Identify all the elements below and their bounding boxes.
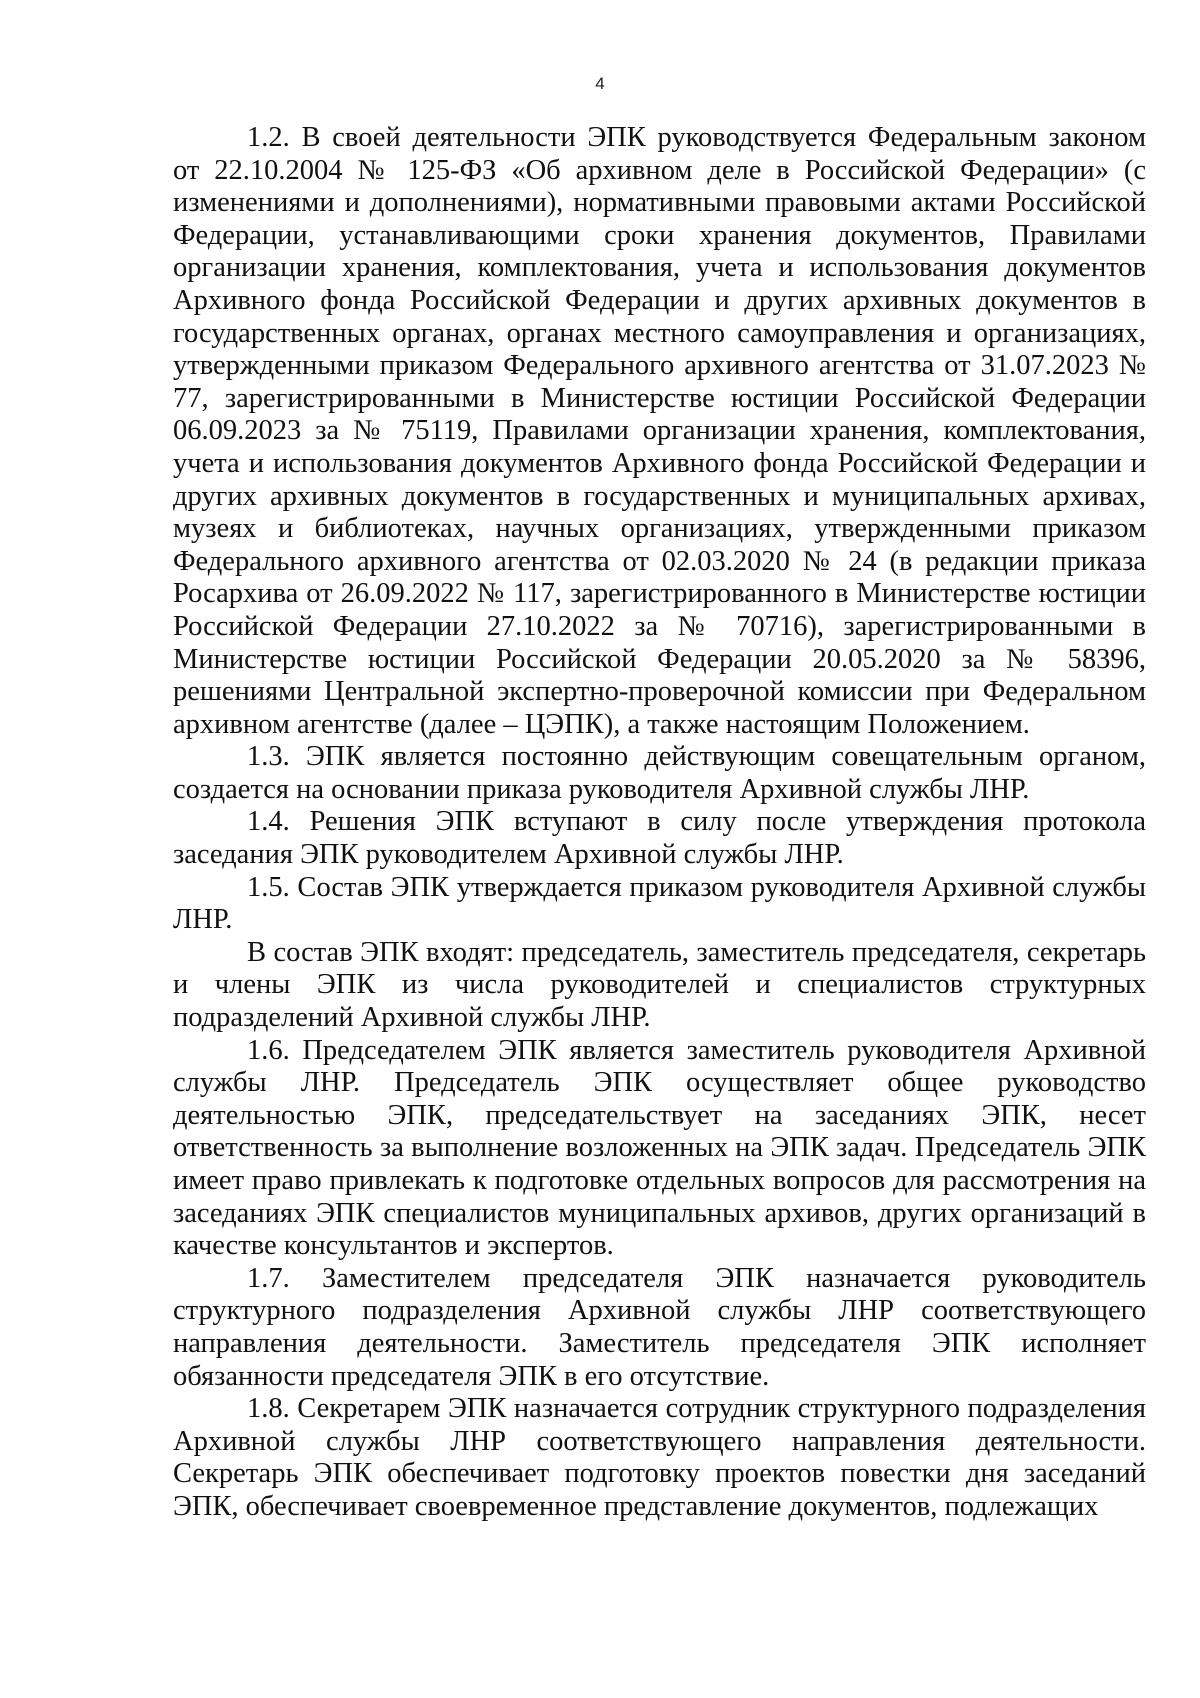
document-body (173, 122, 1146, 1524)
paragraph-1-3: 1.3. ЭПК является постоянно действующим совещательным органом, создается на основании приказа руководителя Архивной службы ЛНР. (173, 741, 1146, 805)
paragraph-1-7: 1.7. Заместителем председателя ЭПК назначается руководитель структурного подразделения Архивной службы ЛНР соответствующего направления деятельности. Заместитель председателя ЭПК исполняет обязанности председателя ЭПК в его отсутствие. (173, 1262, 1146, 1392)
paragraph-1-4: 1.4. Решения ЭПК вступают в силу после утверждения протокола заседания ЭПК руководителем Архивной службы ЛНР. (173, 806, 1146, 871)
paragraph-1-2: 1.2. В своей деятельности ЭПК руководствуется Федеральным законом от 22.10.2004 № 125-ФЗ «Об архивном деле в Российской Федерации» (с изменениями и дополнениями), нормативными правовыми актами Российской Федерации, устанавливающими сроки хранения документов, Правилами организации хранения, комплектования, учета и использования документов Архивного фонда Российской Федерации и других архивных документов в государственных органах, органах местного самоуправления и организациях, утвержденными приказом Федерального архивного агентства от 31.07.2023 № 77, зарегистрированными в Министерстве юстиции Российской Федерации 06.09.2023 за № 75119, Правилами организации хранения, комплектования, учета и использования документов Архивного фонда Российской Федерации и других архивных документов в государственных и муниципальных архивах, музеях и библиотеках, научных организациях, утвержденными приказом Федерального архивного агентства от 02.03.2020 № 24 (в редакции приказа Росархива от 26.09.2022 № 117, зарегистрированного в Министерстве юстиции Российской Федерации 27.10.2022 за № 70716), зарегистрированными в Министерстве юстиции Российской Федерации 20.05.2020 за № 58396, решениями Центральной экспертно-проверочной комиссии при Федеральном архивном агентстве (далее – ЦЭПК), а также настоящим Положением. (173, 122, 1146, 740)
paragraph-1-8: 1.8. Секретарем ЭПК назначается сотрудник структурного подразделения Архивной службы ЛНР соответствующего направления деятельности. Секретарь ЭПК обеспечивает подготовку проектов повестки дня заседаний ЭПК, обеспечивает своевременное представление документов, подлежащих (173, 1393, 1146, 1522)
paragraph-composition: В состав ЭПК входят: председатель, заместитель председателя, секретарь и члены ЭПК из числа руководителей и специалистов структурных подразделений Архивной службы ЛНР. (173, 936, 1146, 1034)
paragraph-1-6: 1.6. Председателем ЭПК является заместитель руководителя Архивной службы ЛНР. Председатель ЭПК осуществляет общее руководство деятельностью ЭПК, председательствует на заседаниях ЭПК, несет ответственность за выполнение возложенных на ЭПК задач. Председатель ЭПК имеет право привлекать к подготовке отдельных вопросов для рассмотрения на заседаниях ЭПК специалистов муниципальных архивов, других организаций в качестве консультантов и экспертов. (173, 1034, 1146, 1262)
page-number: 4 (595, 74, 605, 93)
paragraph-1-5: 1.5. Состав ЭПК утверждается приказом руководителя Архивной службы ЛНР. (173, 871, 1146, 936)
